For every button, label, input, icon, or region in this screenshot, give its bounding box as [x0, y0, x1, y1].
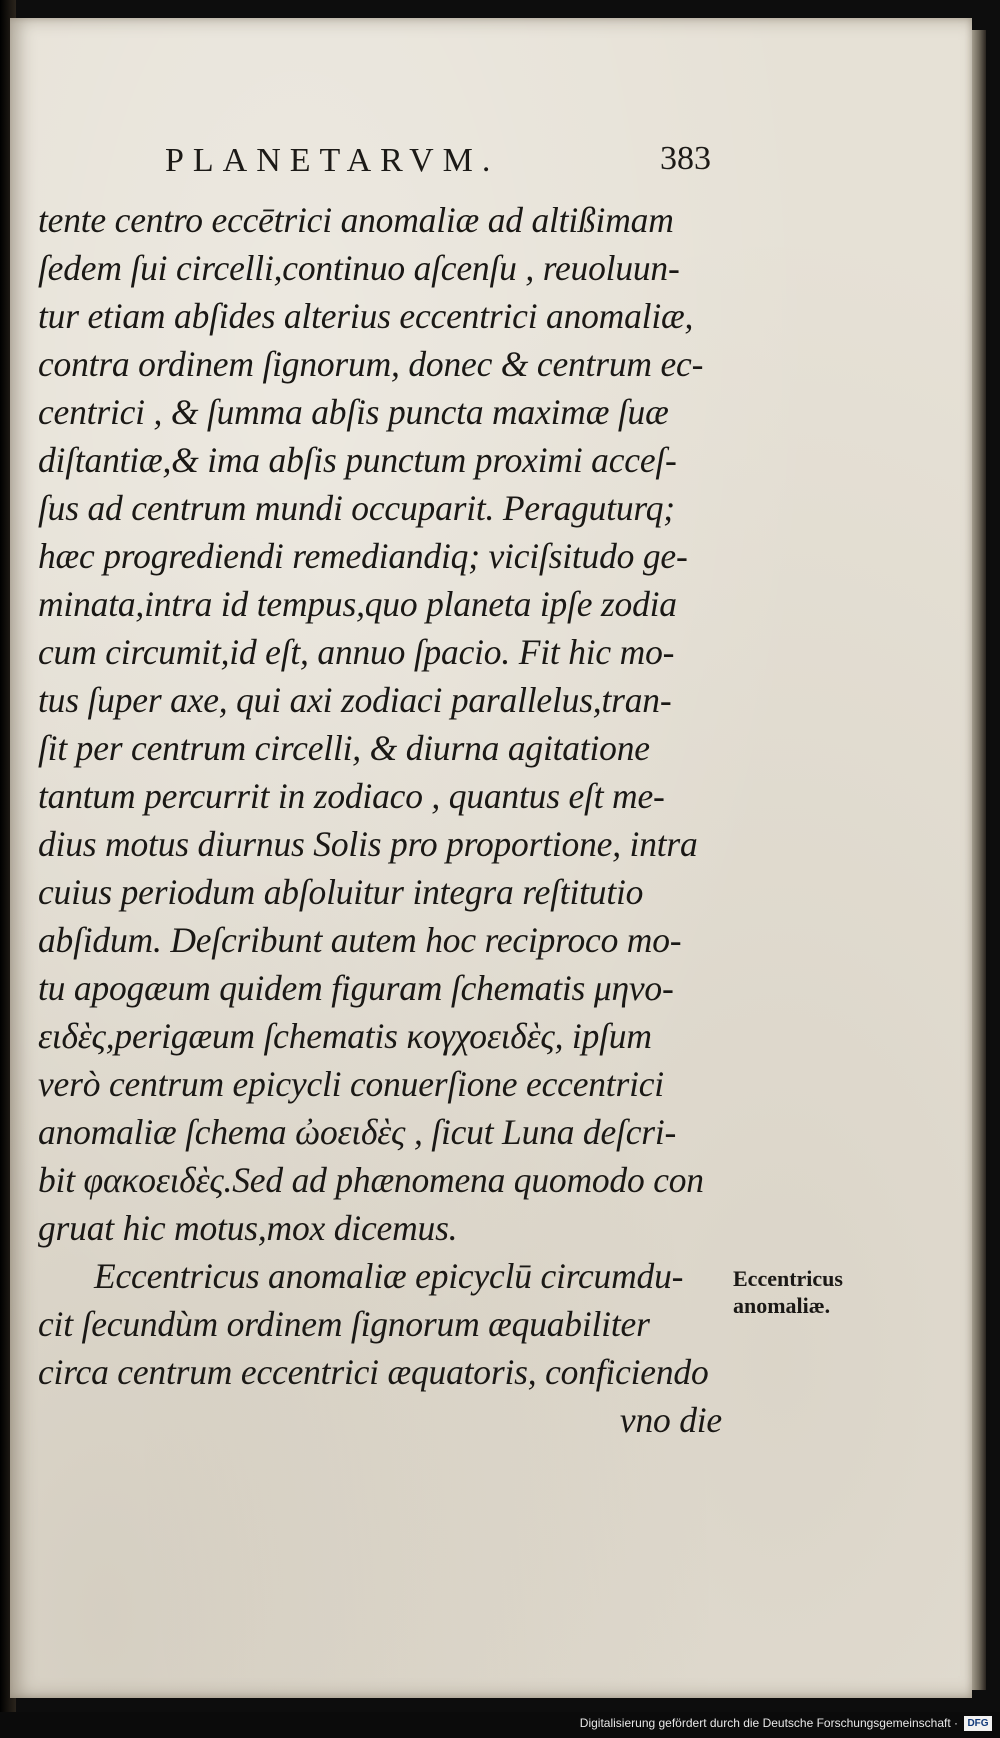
text-line: minata,intra id tempus,quo planeta ipſe zodia — [38, 584, 677, 624]
text-line: diſtantiæ,& ima abſis punctum proximi acceſ- — [38, 440, 677, 480]
text-line: anomaliæ ſchema ὠοειδὲς , ſicut Luna deſcri- — [38, 1112, 677, 1152]
catchword: vno die — [619, 1400, 722, 1440]
marginal-note-line: Eccentricus — [733, 1266, 843, 1291]
text-line: gruat hic motus,mox dicemus. — [38, 1208, 458, 1248]
page-number: 383 — [660, 140, 711, 177]
marginal-note-line: anomaliæ. — [733, 1293, 831, 1318]
digitization-credit: Digitalisierung gefördert durch die Deutsche Forschungsgemeinschaft · — [579, 1716, 958, 1730]
text-line: circa centrum eccentrici æquatoris, conficiendo — [38, 1352, 709, 1392]
text-line: tu apogæum quidem figuram ſchematis μηνο- — [38, 968, 674, 1008]
text-line: ſedem ſui circelli,continuo aſcenſu , reuoluun- — [38, 248, 680, 288]
text-line: contra ordinem ſignorum, donec & centrum ec- — [38, 344, 704, 384]
marginal-note — [733, 1265, 843, 1319]
text-line: bit φακοειδὲς.Sed ad phænomena quomodo con — [38, 1160, 704, 1200]
text-line: tus ſuper axe, qui axi zodiaci parallelus,tran- — [38, 680, 672, 720]
text-line: tente centro eccētrici anomaliæ ad altißimam — [38, 200, 674, 240]
text-line: abſidum. Deſcribunt autem hoc reciproco mo- — [38, 920, 682, 960]
text-line: centrici , & ſumma abſis puncta maximæ ſuæ — [38, 392, 669, 432]
dfg-logo: DFG — [964, 1716, 992, 1731]
text-line: ειδὲς,perigæum ſchematis κογχοειδὲς, ipſum — [38, 1016, 652, 1056]
text-line: cuius periodum abſoluitur integra reſtitutio — [38, 872, 644, 912]
text-line: cum circumit,id eſt, annuo ſpacio. Fit hic mo- — [38, 632, 675, 672]
text-line: dius motus diurnus Solis pro proportione, intra — [38, 824, 698, 864]
body-text — [38, 196, 728, 1444]
text-line: cit ſecundùm ordinem ſignorum æquabiliter — [38, 1304, 650, 1344]
text-line: tur etiam abſides alterius eccentrici anomaliæ, — [38, 296, 694, 336]
text-line: verò centrum epicycli conuerſione eccentrici — [38, 1064, 664, 1104]
page-edge — [972, 30, 986, 1690]
paragraph-start-line: Eccentricus anomaliæ epicyclū circumdu- — [94, 1256, 684, 1296]
text-line: hæc progrediendi remediandiq; viciſsitudo ge- — [38, 536, 688, 576]
text-line: tantum percurrit in zodiaco , quantus eſt me- — [38, 776, 665, 816]
running-head: PLANETARVM. — [165, 142, 500, 179]
text-line: ſus ad centrum mundi occuparit. Peraguturq; — [38, 488, 675, 528]
text-line: ſit per centrum circelli, & diurna agitatione — [38, 728, 650, 768]
